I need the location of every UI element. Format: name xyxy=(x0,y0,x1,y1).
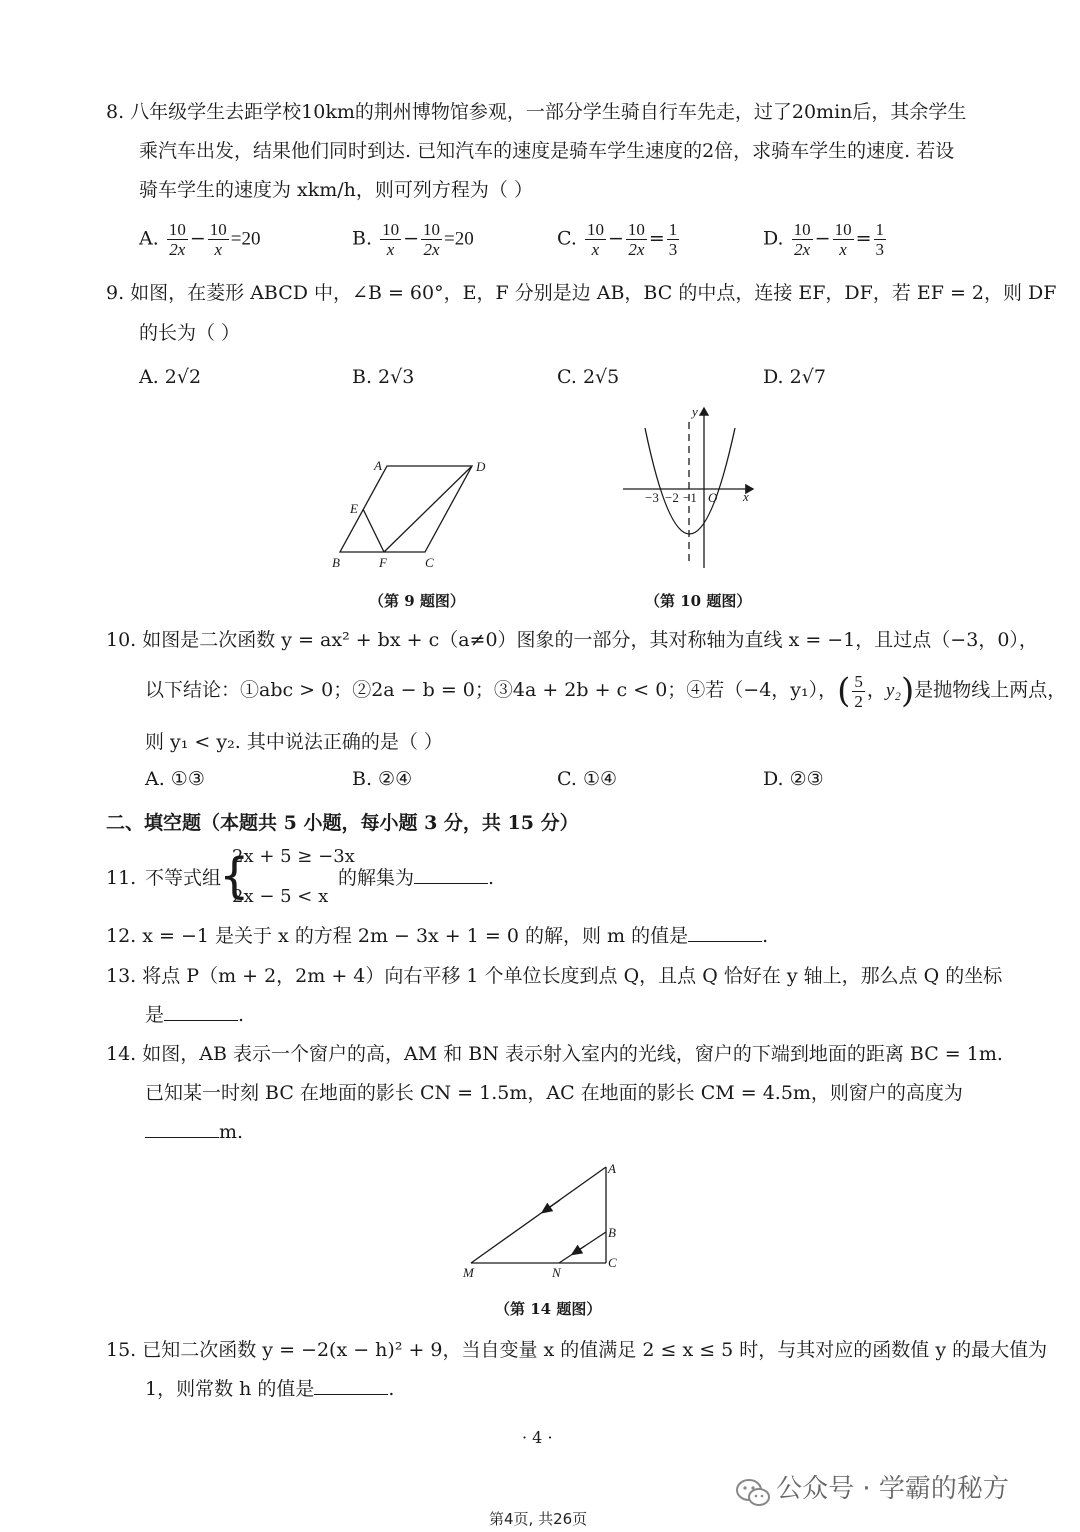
label-minus3: −3 xyxy=(645,490,659,505)
q11-number: 11. xyxy=(106,867,137,889)
q15-line2: 1，则常数 h 的值是 . xyxy=(145,1369,394,1409)
label-b: B xyxy=(608,1225,616,1240)
q8-option-a: A. $\frac{10}{2x}$ − $\frac{10}{x}$ =20 xyxy=(139,220,261,259)
q8-option-d: D. $\frac{10}{2x}$ − $\frac{10}{x}$ = $\frac{1}{3}$ xyxy=(763,220,884,259)
q15-line1: 15. 已知二次函数 y = −2(x − h)² + 9，当自变量 x 的值满足 2 ≤ x ≤ 5 时，与其对应的函数值 y 的最大值为 xyxy=(106,1339,1048,1361)
q11-answer-blank[interactable] xyxy=(414,861,488,884)
q11-prefix: 不等式组 xyxy=(145,867,222,889)
q10-option-a: A. ①③ xyxy=(145,768,205,790)
label-b: B xyxy=(332,555,340,570)
q8-line2: 乘汽车出发，结果他们同时到达. 已知汽车的速度是骑车学生速度的2倍，求骑车学生的速度. 若设 xyxy=(139,140,955,162)
q9-line2: 的长为（ ） xyxy=(139,322,241,344)
q15-answer-blank[interactable] xyxy=(314,1372,388,1395)
q9-line1: 9. 如图，在菱形 ABCD 中，∠B = 60°，E，F 分别是边 AB，BC 的中点，连接 EF，DF，若 EF = 2，则 DF xyxy=(106,282,1057,304)
q11-brace: { xyxy=(219,848,250,904)
label-c: C xyxy=(608,1255,617,1270)
figure-14-shadow xyxy=(455,1155,630,1285)
ray-am-arrow xyxy=(545,1200,560,1211)
q14-answer-blank[interactable] xyxy=(145,1115,219,1138)
label-f: F xyxy=(379,555,387,570)
figure-10-caption: （第 10 题图） xyxy=(645,592,752,610)
segment-ef xyxy=(363,509,384,552)
q13-line2: 是 . xyxy=(145,995,244,1035)
q11-suffix: 的解集为 . xyxy=(338,858,494,898)
q14-line3: m. xyxy=(145,1112,243,1152)
q13-answer-blank[interactable] xyxy=(164,998,238,1021)
rhombus-abcd xyxy=(340,466,472,552)
q10-option-b: B. ②④ xyxy=(352,768,413,790)
q12-answer-blank[interactable] xyxy=(688,919,762,942)
section-2-heading: 二、填空题（本题共 5 小题，每小题 3 分，共 15 分） xyxy=(106,812,579,834)
q12-text: 12. x = −1 是关于 x 的方程 2m − 3x + 1 = 0 的解，则 m 的值是 . xyxy=(106,916,768,956)
ray-am xyxy=(471,1167,606,1263)
q9-option-a: A. 2√2 xyxy=(139,366,202,388)
label-e: E xyxy=(350,501,358,516)
label-c: C xyxy=(425,555,434,570)
parabola-curve xyxy=(645,428,735,534)
q9-option-b: B. 2√3 xyxy=(352,366,415,388)
label-minus2: −2 xyxy=(665,490,679,505)
q9-option-c: C. 2√5 xyxy=(557,366,620,388)
q11-inequality-2: 2x − 5 < x xyxy=(232,886,329,907)
label-y: y xyxy=(692,404,698,419)
q8-line1: 8. 八年级学生去距学校10km的荆州博物馆参观，一部分学生骑自行车先走，过了20min后，其余学生 xyxy=(106,101,967,123)
q8-option-b: B. $\frac{10}{x}$ − $\frac{10}{2x}$ =20 xyxy=(352,220,474,259)
page-number: · 4 · xyxy=(522,1428,553,1447)
q14-line1: 14. 如图，AB 表示一个窗户的高，AM 和 BN 表示射入室内的光线，窗户的下端到地面的距离 BC = 1m. xyxy=(106,1043,1003,1065)
q10-line1: 10. 如图是二次函数 y = ax² + bx + c（a≠0）图象的一部分，其对称轴为直线 x = −1，且过点（−3，0）， xyxy=(106,629,1038,651)
q10-option-c: C. ①④ xyxy=(557,768,618,790)
q8-line3: 骑车学生的速度为 xkm/h，则可列方程为（ ） xyxy=(139,179,533,201)
q14-line2: 已知某一时刻 BC 在地面的影长 CN = 1.5m，AC 在地面的影长 CM = 4.5m，则窗户的高度为 xyxy=(145,1082,963,1104)
q11-inequality-1: 2x + 5 ≥ −3x xyxy=(232,846,355,867)
label-m: M xyxy=(463,1265,474,1280)
label-d: D xyxy=(476,459,486,474)
wechat-watermark xyxy=(735,1468,1009,1509)
watermark-text: 公众号 · 学霸的秘方 xyxy=(776,1474,1009,1504)
label-a: A xyxy=(374,458,382,473)
label-x: x xyxy=(743,489,749,504)
label-origin: O xyxy=(708,490,718,505)
wechat-icon xyxy=(735,1477,771,1509)
figure-9-caption: （第 9 题图） xyxy=(369,592,465,610)
q13-line1: 13. 将点 P（m + 2，2m + 4）向右平移 1 个单位长度到点 Q，且点 Q 恰好在 y 轴上，那么点 Q 的坐标 xyxy=(106,965,1003,987)
q10-line2: 以下结论：①abc > 0；②2a − b = 0；③4a + 2b + c < 0；④若（−4，y₁），( $\frac{5}{2}$ ，y₂)是抛物线上两点， xyxy=(145,671,1067,711)
label-n: N xyxy=(552,1265,561,1280)
q8-option-c: C. $\frac{10}{x}$ − $\frac{10}{2x}$ = $\frac{1}{3}$ xyxy=(557,220,678,259)
figure-10-parabola xyxy=(615,400,765,575)
figure-9-rhombus xyxy=(320,450,500,575)
label-a: A xyxy=(608,1161,616,1176)
q10-option-d: D. ②③ xyxy=(763,768,824,790)
ray-bn-arrow xyxy=(575,1246,585,1253)
segment-df xyxy=(384,466,472,552)
page-count: 第4页, 共26页 xyxy=(489,1510,588,1528)
figure-14-caption: （第 14 题图） xyxy=(495,1300,602,1318)
q9-option-d: D. 2√7 xyxy=(763,366,826,388)
label-minus1: −1 xyxy=(683,490,697,505)
q10-line3: 则 y₁ < y₂. 其中说法正确的是（ ） xyxy=(145,731,443,753)
